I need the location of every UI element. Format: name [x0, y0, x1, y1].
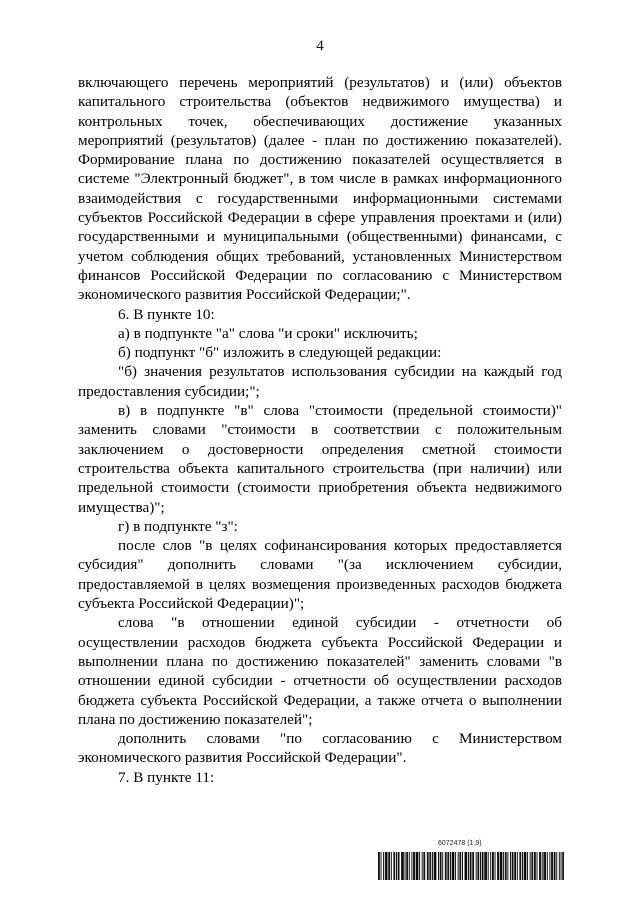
- barcode-bar: [460, 852, 461, 880]
- barcode-bar: [537, 852, 538, 880]
- barcode-bar: [453, 852, 454, 880]
- paragraph: б) подпункт "б" изложить в следующей редакции:: [118, 344, 442, 362]
- document-body: [78, 73, 562, 787]
- barcode-bar: [493, 852, 494, 880]
- barcode-bar: [413, 852, 414, 880]
- barcode-bar: [510, 852, 511, 880]
- barcode-bar: [434, 852, 435, 880]
- barcode-bar: [393, 852, 394, 880]
- barcode-bar: [465, 852, 466, 880]
- barcode-bar: [396, 852, 397, 880]
- barcode-bar: [407, 852, 408, 880]
- barcode-bar: [440, 852, 441, 880]
- page-number: 4: [316, 38, 324, 54]
- barcode-bar: [405, 852, 406, 880]
- barcode-bar: [480, 852, 481, 880]
- barcode-bar: [465, 852, 466, 880]
- barcode-bar: [458, 852, 459, 880]
- barcode-bar: [435, 852, 436, 880]
- barcode-bar: [532, 852, 533, 880]
- barcode-bar: [512, 852, 513, 880]
- barcode-bar: [483, 852, 484, 880]
- paragraph: слова "в отношении единой субсидии - отчетности об осуществлении расходов бюджета субъекта Российской Федерации и выполнении плана по достижению показателей" заменить словами "в отношении единой субсидии - отчетности об осуществлении расходов бюджета субъекта Российской Федерации, а также отчета о выполнении плана по достижению показателей";: [78, 614, 562, 728]
- barcode-bar: [399, 852, 400, 880]
- barcode-bar: [452, 852, 453, 880]
- barcode-bar: [473, 852, 474, 880]
- barcode-bar: [530, 852, 531, 880]
- barcode-bar: [381, 852, 382, 880]
- barcode-bar: [468, 852, 469, 880]
- barcode-bar: [378, 852, 379, 880]
- paragraph: а) в подпункте "а" слова "и сроки" исключить;: [118, 324, 418, 342]
- paragraph: "б) значения результатов использования субсидии на каждый год предоставления субсидии;";: [78, 363, 562, 400]
- barcode-bar: [498, 852, 499, 880]
- barcode-bar: [542, 852, 543, 880]
- barcode-bar: [501, 852, 502, 880]
- barcode-bar: [389, 852, 390, 880]
- barcode-bar: [406, 852, 407, 880]
- barcode-bar: [554, 852, 555, 880]
- barcode-bar: [551, 852, 552, 880]
- barcode-bar: [485, 852, 486, 880]
- barcode-bar: [549, 852, 550, 880]
- barcode-bar: [459, 852, 460, 880]
- barcode-bar: [442, 852, 443, 880]
- paragraph: включающего перечень мероприятий (результатов) и (или) объектов капитального строительства (объектов недвижимого имущества) и контрольных точек, обеспечивающих достижение указанных мероприятий (результатов) (далее - план по достижению показателей). Формирование плана по достижению показателей осуществляется в системе "Электронный бюджет", в том числе в рамках информационного взаимодействия с государственными информационными системами субъектов Российской Федерации в сфере управления проектами и (или) государственными и муниципальными (общественными) финансами, с учетом соблюдения общих требований, установленных Министерством финансов Российской Федерации по согласованию с Министерством экономического развития Российской Федерации;".: [78, 74, 562, 304]
- barcode-bar: [428, 852, 429, 880]
- barcode-bar: [385, 852, 386, 880]
- barcode-bar: [477, 852, 478, 880]
- barcode-bar: [394, 852, 395, 880]
- barcode-bar: [482, 852, 483, 880]
- barcode-bar: [450, 852, 451, 880]
- barcode-bar: [472, 852, 473, 880]
- barcode-bar: [520, 852, 521, 880]
- barcode-bar: [505, 852, 506, 880]
- barcode-bar: [478, 852, 479, 880]
- barcode-bar: [466, 852, 467, 880]
- barcode-bar: [519, 852, 520, 880]
- barcode: [378, 840, 564, 890]
- barcode-bar: [525, 852, 526, 880]
- barcode-bar: [446, 852, 447, 880]
- barcode-bar: [430, 852, 431, 880]
- barcode-bar: [441, 852, 442, 880]
- barcode-bar: [435, 852, 436, 880]
- barcode-bar: [379, 852, 380, 880]
- barcode-bar: [423, 852, 424, 880]
- barcode-bar: [417, 852, 418, 880]
- paragraph: г) в подпункте "з":: [118, 517, 238, 535]
- barcode-bar: [556, 852, 557, 880]
- barcode-bar: [561, 852, 562, 880]
- barcode-bar: [488, 852, 489, 880]
- barcode-bar: [524, 852, 525, 880]
- barcode-bar: [455, 852, 456, 880]
- barcode-bar: [517, 852, 518, 880]
- barcode-bar: [429, 852, 430, 880]
- barcode-bar: [383, 852, 384, 880]
- barcode-bar: [506, 852, 507, 880]
- barcode-bar: [402, 852, 403, 880]
- barcode-bar: [486, 852, 487, 880]
- barcode-bar: [534, 852, 535, 880]
- barcode-bar: [490, 852, 491, 880]
- barcode-bar: [414, 852, 415, 880]
- barcode-bar: [448, 852, 449, 880]
- barcode-bar: [555, 852, 556, 880]
- barcode-bar: [507, 852, 508, 880]
- barcode-bar: [391, 852, 392, 880]
- barcode-bar: [476, 852, 477, 880]
- barcode-bar: [552, 852, 553, 880]
- barcode-bar: [484, 852, 485, 880]
- barcode-bar: [515, 852, 516, 880]
- barcode-bar: [447, 852, 448, 880]
- barcode-bar: [386, 852, 387, 880]
- barcode-bar: [411, 852, 412, 880]
- barcode-bar: [547, 852, 548, 880]
- barcode-bar: [497, 852, 498, 880]
- barcode-bar: [388, 852, 389, 880]
- barcode-bar: [544, 852, 545, 880]
- barcode-bar: [501, 852, 502, 880]
- barcode-bar: [492, 852, 493, 880]
- barcode-bar: [559, 852, 560, 880]
- barcode-bar: [471, 852, 472, 880]
- barcode-bar: [419, 852, 420, 880]
- barcode-bar: [540, 852, 541, 880]
- paragraph: дополнить словами "по согласованию с Министерством экономического развития Российской Федерации".: [78, 730, 562, 767]
- barcode-bar: [503, 852, 504, 880]
- barcode-bar: [416, 852, 417, 880]
- barcode-bar: [417, 852, 418, 880]
- barcode-bar: [427, 852, 428, 880]
- barcode-bar: [422, 852, 423, 880]
- barcode-bar: [387, 852, 388, 880]
- barcode-bar: [495, 852, 496, 880]
- barcode-bar: [535, 852, 536, 880]
- barcode-bar: [500, 852, 501, 880]
- barcode-bar: [470, 852, 471, 880]
- barcode-bar: [424, 852, 425, 880]
- barcode-bar: [543, 852, 544, 880]
- paragraph: 7. В пункте 11:: [118, 768, 215, 786]
- barcode-bar: [562, 852, 563, 880]
- paragraph: в) в подпункте "в" слова "стоимости (предельной стоимости)" заменить словами "стоимости в соответствии с положительным заключением о достоверности определения сметной стоимости строительства объекта капитального строительства (при наличии) или предельной стоимости (стоимости приобретения объекта недвижимого имущества)";: [78, 402, 562, 516]
- barcode-bar: [539, 852, 540, 880]
- barcode-bar: [401, 852, 402, 880]
- barcode-bar: [445, 852, 446, 880]
- paragraph: после слов "в целях софинансирования которых предоставляется субсидия" дополнить словами "(за исключением субсидии, предоставляемой в целях возмещения произведенных расходов бюджета субъекта Российской Федерации)";: [78, 537, 562, 613]
- barcode-bar: [513, 852, 514, 880]
- barcode-bar: [453, 852, 454, 880]
- barcode-bar: [545, 852, 546, 880]
- barcode-bar: [409, 852, 410, 880]
- barcode-bar: [438, 852, 439, 880]
- barcode-bar: [522, 852, 523, 880]
- barcode-bar: [398, 852, 399, 880]
- barcode-bar: [563, 852, 564, 880]
- barcode-bar: [462, 852, 463, 880]
- barcode-bar: [525, 852, 526, 880]
- barcode-bar: [403, 852, 404, 880]
- barcode-bar: [432, 852, 433, 880]
- paragraph: 6. В пункте 10:: [118, 305, 215, 323]
- barcode-code: 6072478 (1.9): [438, 840, 482, 847]
- barcode-bar: [514, 852, 515, 880]
- barcode-bar: [527, 852, 528, 880]
- barcode-icon: [378, 852, 564, 880]
- barcode-bar: [531, 852, 532, 880]
